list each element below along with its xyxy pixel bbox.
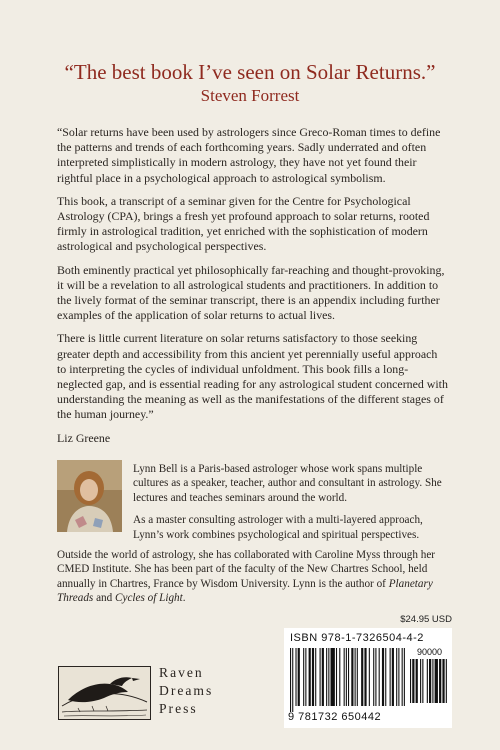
headline-quote: “The best book I’ve seen on Solar Returns.” (64, 60, 436, 84)
header-quote-block (0, 60, 500, 107)
price-label: $24.95 USD (400, 614, 452, 625)
bio-end-text: . (182, 592, 186, 605)
bio-paragraph-3 (57, 548, 449, 606)
review-text (57, 125, 449, 454)
addon-barcode (410, 659, 448, 709)
review-paragraph-3: Both eminently practical yet philosophically far-reaching and thought-provoking, it will be a revelation to all astrological students and practitioners. In addition to the lively format of the seminar transcript, there is an appendix including further examples of the application of solar returns to actual lives. (57, 262, 445, 323)
isbn-text: ISBN 978-1-7326504-4-2 (290, 632, 424, 644)
review-paragraph-2: This book, a transcript of a seminar given for the Centre for Psychological Astrology (CPA), brings a fresh yet profound approach to solar returns, rooted firmly in astrological tradition, yet enriched with the sophistication of modern astrological and psychological perspectives. (57, 193, 430, 254)
bio-paragraph-1: Lynn Bell is a Paris-based astrologer whose work spans multiple cultures as a speaker, teacher, author and consultant in astrology. She lectures and teaches seminars around the world. (133, 463, 442, 504)
review-paragraph-4: There is little current literature on solar returns satisfactory to those seeking greater depth and accessibility from this ancient yet perennially useful approach to interpreting the cycles of individual unfoldment. This book fills a long-neglected gap, and is essential reading for any astrological student concerned with understanding the meaning as well as the manifestations of the different stages of the human journey.” (57, 331, 448, 422)
ean-barcode (290, 648, 406, 712)
publisher-name (159, 664, 213, 718)
review-paragraph-1: “Solar returns have been used by astrologers since Greco-Roman times to define the patterns and trends of each forthcoming years. Sadly underrated and often interpreted simplistically in modern astrology, they have not yet found their rightful place in a psychological approach to astrological symbolism. (57, 125, 441, 185)
raven-logo-icon (58, 666, 151, 720)
bio-and-text: and (93, 592, 116, 605)
bio-paragraph-2: As a master consulting astrologer with a multi-layered approach, Lynn’s work combines psychological and spiritual perspectives. (133, 514, 423, 541)
review-signature: Liz Greene (57, 430, 111, 445)
book-title-planetary-threads: Planetary Threads (57, 577, 433, 605)
ean-digits-text: 9 781732 650442 (288, 711, 382, 723)
author-bio-continued (57, 548, 449, 606)
publisher-logo (58, 662, 223, 722)
author-photo (57, 460, 122, 532)
author-bio-intro (133, 462, 449, 550)
bio-paragraph-3-text: Outside the world of astrology, she has collaborated with Caroline Myss through her CMED Institute. She has been part of the faculty of the New Chartres School, held annually in Chartres, France by Wisdom University. Lynn is the author of (57, 549, 436, 590)
publisher-name-line-3: Press (159, 701, 198, 716)
publisher-name-line-2: Dreams (159, 683, 214, 698)
quote-attribution: Steven Forrest (200, 86, 300, 105)
price-code-text: 90000 (417, 647, 443, 657)
book-title-cycles-of-light: Cycles of Light (115, 592, 183, 605)
publisher-name-line-1: Raven (159, 665, 204, 680)
barcode-box (284, 628, 452, 728)
